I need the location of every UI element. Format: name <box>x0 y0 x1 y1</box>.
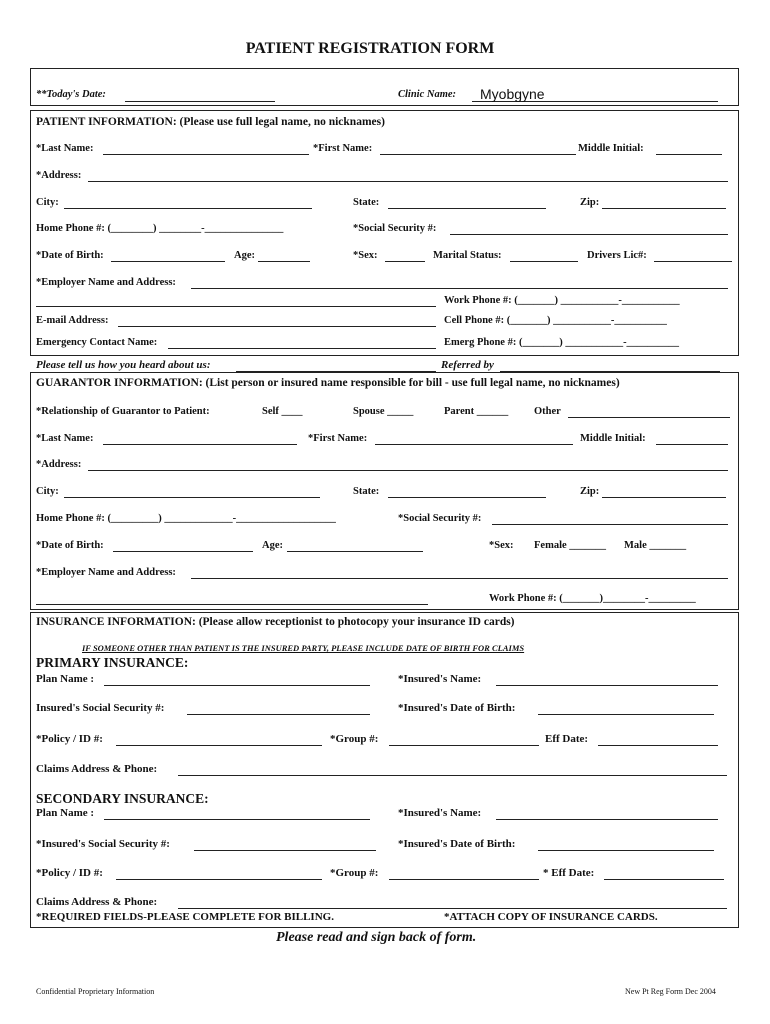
guarantor-dob-field[interactable] <box>113 551 253 552</box>
primary-claims-address-label: Claims Address & Phone: <box>36 763 158 775</box>
guarantor-spouse-option[interactable]: Spouse _____ <box>353 406 414 417</box>
patient-info-heading: PATIENT INFORMATION: (Please use full legal name, no nicknames) <box>36 116 385 128</box>
patient-sex-label: *Sex: <box>353 250 378 261</box>
heard-about-label: Please tell us how you heard about us: <box>36 359 211 371</box>
patient-drivers-lic-field[interactable] <box>654 261 732 262</box>
patient-drivers-lic-label: Drivers Lic#: <box>587 250 647 261</box>
footer-right: New Pt Reg Form Dec 2004 <box>625 987 716 996</box>
referred-by-label: Referred by <box>441 359 494 371</box>
secondary-group-label: *Group #: <box>330 867 379 879</box>
patient-state-field[interactable] <box>388 208 546 209</box>
patient-ssn-field[interactable] <box>450 234 728 235</box>
patient-address-field[interactable] <box>88 181 728 182</box>
patient-employer-field[interactable] <box>191 288 728 289</box>
guarantor-parent-option[interactable]: Parent ______ <box>444 406 509 417</box>
guarantor-first-name-field[interactable] <box>375 444 573 445</box>
guarantor-age-label: Age: <box>262 540 283 551</box>
primary-insured-dob-field[interactable] <box>538 714 714 715</box>
patient-last-name-label: *Last Name: <box>36 143 94 154</box>
patient-email-field[interactable] <box>118 326 436 327</box>
secondary-claims-address-label: Claims Address & Phone: <box>36 896 158 908</box>
secondary-eff-date-field[interactable] <box>604 879 724 880</box>
insurance-info-heading: INSURANCE INFORMATION: (Please allow receptionist to photocopy your insurance ID cards) <box>36 616 515 628</box>
primary-group-label: *Group #: <box>330 733 379 745</box>
guarantor-zip-label: Zip: <box>580 486 600 497</box>
patient-employer-label: *Employer Name and Address: <box>36 277 176 288</box>
sign-back-note: Please read and sign back of form. <box>276 930 477 945</box>
guarantor-ssn-label: *Social Security #: <box>398 513 482 524</box>
secondary-insured-ssn-label: *Insured's Social Security #: <box>36 838 170 850</box>
primary-insurance-heading: PRIMARY INSURANCE: <box>36 655 189 670</box>
patient-emergency-contact-label: Emergency Contact Name: <box>36 337 158 348</box>
primary-claims-address-field[interactable] <box>178 775 727 776</box>
todays-date-label: **Today's Date: <box>36 89 106 100</box>
primary-insured-ssn-label: Insured's Social Security #: <box>36 702 165 714</box>
secondary-plan-name-field[interactable] <box>104 819 370 820</box>
required-fields-note: *REQUIRED FIELDS-PLEASE COMPLETE FOR BILLING. <box>36 911 334 923</box>
guarantor-self-option[interactable]: Self ____ <box>262 406 303 417</box>
patient-first-name-field[interactable] <box>380 154 576 155</box>
guarantor-last-name-label: *Last Name: <box>36 433 94 444</box>
secondary-insured-name-field[interactable] <box>496 819 718 820</box>
secondary-insured-dob-field[interactable] <box>538 850 714 851</box>
patient-sex-field[interactable] <box>385 261 425 262</box>
patient-email-label: E-mail Address: <box>36 315 109 326</box>
patient-emergency-contact-field[interactable] <box>168 348 436 349</box>
primary-insured-dob-label: *Insured's Date of Birth: <box>398 702 516 714</box>
patient-address-label: *Address: <box>36 170 82 181</box>
guarantor-male-option[interactable]: Male _______ <box>624 540 687 551</box>
patient-home-phone[interactable]: Home Phone #: (________) ________-_______________ <box>36 223 284 234</box>
secondary-plan-name-label: Plan Name : <box>36 807 95 819</box>
patient-ssn-label: *Social Security #: <box>353 223 437 234</box>
patient-dob-label: *Date of Birth: <box>36 250 104 261</box>
guarantor-employer-field-line2[interactable] <box>36 604 428 605</box>
guarantor-state-field[interactable] <box>388 497 546 498</box>
patient-zip-label: Zip: <box>580 197 600 208</box>
secondary-policy-id-label: *Policy / ID #: <box>36 867 103 879</box>
primary-policy-id-label: *Policy / ID #: <box>36 733 103 745</box>
clinic-name-value: Myobgyne <box>480 86 545 102</box>
patient-employer-field-line2[interactable] <box>36 306 436 307</box>
guarantor-middle-initial-label: Middle Initial: <box>580 433 646 444</box>
primary-plan-name-field[interactable] <box>104 685 370 686</box>
guarantor-last-name-field[interactable] <box>103 444 297 445</box>
guarantor-city-field[interactable] <box>64 497 320 498</box>
primary-policy-id-field[interactable] <box>116 745 322 746</box>
guarantor-zip-field[interactable] <box>602 497 726 498</box>
guarantor-first-name-label: *First Name: <box>308 433 368 444</box>
guarantor-employer-label: *Employer Name and Address: <box>36 567 176 578</box>
insurance-note: IF SOMEONE OTHER THAN PATIENT IS THE INSURED PARTY, PLEASE INCLUDE DATE OF BIRTH FOR CLAIMS <box>82 643 525 653</box>
patient-middle-initial-field[interactable] <box>656 154 722 155</box>
patient-city-field[interactable] <box>64 208 312 209</box>
guarantor-address-label: *Address: <box>36 459 82 470</box>
patient-marital-status-field[interactable] <box>510 261 578 262</box>
footer-left: Confidential Proprietary Information <box>36 987 155 996</box>
guarantor-sex-label: *Sex: <box>489 540 514 551</box>
patient-age-label: Age: <box>234 250 255 261</box>
patient-marital-status-label: Marital Status: <box>433 250 502 261</box>
guarantor-relationship-label: *Relationship of Guarantor to Patient: <box>36 406 210 417</box>
guarantor-city-label: City: <box>36 486 59 497</box>
patient-middle-initial-label: Middle Initial: <box>578 143 644 154</box>
secondary-eff-date-label: * Eff Date: <box>543 867 595 879</box>
secondary-insured-ssn-field[interactable] <box>194 850 376 851</box>
guarantor-other-field[interactable] <box>568 417 730 418</box>
guarantor-female-option[interactable]: Female _______ <box>534 540 607 551</box>
guarantor-info-heading: GUARANTOR INFORMATION: (List person or insured name responsible for bill - use full legal name, no nicknames) <box>36 377 620 389</box>
clinic-name-label: Clinic Name: <box>398 89 457 100</box>
todays-date-field[interactable] <box>125 101 275 102</box>
guarantor-dob-label: *Date of Birth: <box>36 540 104 551</box>
patient-emerg-phone[interactable]: Emerg Phone #: (_______) ___________-__________ <box>444 337 680 348</box>
guarantor-employer-field[interactable] <box>191 578 728 579</box>
secondary-claims-address-field[interactable] <box>178 908 727 909</box>
patient-work-phone[interactable]: Work Phone #: (_______) ___________-___________ <box>444 295 680 306</box>
secondary-policy-id-field[interactable] <box>116 879 322 880</box>
patient-zip-field[interactable] <box>602 208 726 209</box>
patient-state-label: State: <box>353 197 380 208</box>
guarantor-ssn-field[interactable] <box>492 524 728 525</box>
secondary-group-field[interactable] <box>389 879 539 880</box>
patient-age-field[interactable] <box>258 261 310 262</box>
patient-city-label: City: <box>36 197 59 208</box>
guarantor-other-label: Other <box>534 406 561 417</box>
primary-eff-date-field[interactable] <box>598 745 718 746</box>
secondary-insured-dob-label: *Insured's Date of Birth: <box>398 838 516 850</box>
guarantor-home-phone[interactable]: Home Phone #: (_________) _____________-___________________ <box>36 513 336 524</box>
patient-cell-phone[interactable]: Cell Phone #: (_______) ___________-__________ <box>444 315 667 326</box>
form-title: PATIENT REGISTRATION FORM <box>245 40 495 57</box>
guarantor-work-phone[interactable]: Work Phone #: (_______)________-_________ <box>489 593 696 604</box>
primary-group-field[interactable] <box>389 745 539 746</box>
patient-last-name-field[interactable] <box>103 154 309 155</box>
patient-dob-field[interactable] <box>111 261 225 262</box>
primary-insured-ssn-field[interactable] <box>187 714 370 715</box>
guarantor-middle-initial-field[interactable] <box>656 444 728 445</box>
primary-insured-name-label: *Insured's Name: <box>398 673 482 685</box>
guarantor-age-field[interactable] <box>287 551 423 552</box>
secondary-insurance-heading: SECONDARY INSURANCE: <box>36 791 209 806</box>
guarantor-address-field[interactable] <box>88 470 728 471</box>
primary-plan-name-label: Plan Name : <box>36 673 95 685</box>
secondary-insured-name-label: *Insured's Name: <box>398 807 482 819</box>
patient-first-name-label: *First Name: <box>313 143 373 154</box>
primary-eff-date-label: Eff Date: <box>545 733 589 745</box>
attach-copy-note: *ATTACH COPY OF INSURANCE CARDS. <box>444 911 658 923</box>
guarantor-state-label: State: <box>353 486 380 497</box>
primary-insured-name-field[interactable] <box>496 685 718 686</box>
